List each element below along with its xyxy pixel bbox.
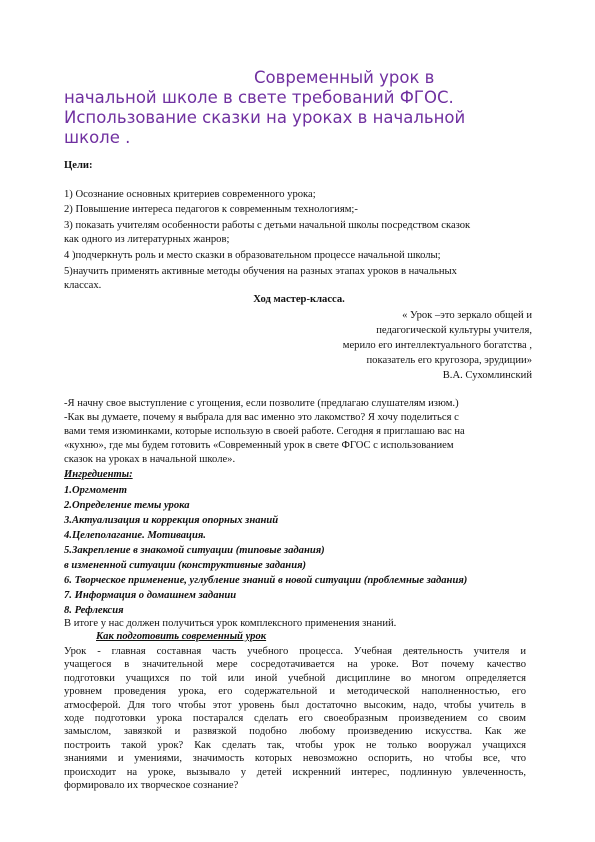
ingredient-item: 7. Информация о домашнем задании xyxy=(64,590,237,601)
epigraph-line-4: показатель его кругозора, эрудиции» xyxy=(366,355,532,366)
document-title xyxy=(64,68,534,148)
course-heading: Ход мастер-класса. xyxy=(253,294,345,305)
intro-line-2: -Как вы думаете, почему я выбрала для вас именно это лакомство? Я хочу поделиться с xyxy=(64,412,459,423)
title-line-1: Современный урок в xyxy=(254,68,435,87)
paragraph-line: ходе подготовки урока постарался сделать его своеобразным произведением со своим xyxy=(64,713,526,725)
intro-line-4: «кухню», где мы будем готовить «Современный урок в свете ФГОС с использованием xyxy=(64,440,454,451)
paragraph-line: уровнем проведения урока, его содержательной и методической наполненностью, его xyxy=(64,686,526,698)
paragraph-line: происходит на уроке, вызывало у детей искренний интерес, подлинную увлеченность, xyxy=(64,766,526,778)
intro-line-5: сказок на уроках в начальной школе». xyxy=(64,454,236,465)
how-to-heading: Как подготовить современный урок xyxy=(96,631,267,642)
epigraph-author: В.А. Сухомлинский xyxy=(442,370,532,381)
ingredient-item: 4.Целеполагание. Мотивация. xyxy=(64,530,206,541)
paragraph-line: построить такой урок? Как сделать так, чтобы урок не только вооружал учащихся xyxy=(64,739,526,751)
paragraph-line: учащегося в значительной мере сосредотачивается на уроке. Вот почему качество xyxy=(64,659,526,671)
goal-item-5a: 5)научить применять активные методы обучения на разных этапах уроков в начальных xyxy=(64,266,457,277)
ingredient-item: 6. Творческое применение, углубление знаний в новой ситуации (проблемные задания) xyxy=(64,575,468,586)
title-line-2: начальной школе в свете требований ФГОС. xyxy=(64,88,454,107)
goal-item-1: 1) Осознание основных критериев современного урока; xyxy=(64,189,316,200)
ingredient-item: 2.Определение темы урока xyxy=(64,500,190,511)
paragraph-line: Урок - главная составная часть учебного процесса. Учебная деятельность учителя и xyxy=(64,646,526,657)
ingredient-item: в измененной ситуации (конструктивные задания) xyxy=(64,560,307,571)
epigraph-line-2: педагогической культуры учителя, xyxy=(376,325,532,336)
paragraph-line: формировало их творческое сознание? xyxy=(64,780,239,792)
ingredient-item: 5.Закрепление в знакомой ситуации (типовые задания) xyxy=(64,545,325,556)
summary-line: В итоге у нас должен получиться урок комплексного применения знаний. xyxy=(64,618,397,629)
title-line-3: Использование сказки на уроках в начальной xyxy=(64,108,466,127)
goal-item-5b: классах. xyxy=(64,280,102,291)
ingredient-item: 3.Актуализация и коррекция опорных знаний xyxy=(64,515,279,526)
main-paragraph xyxy=(64,645,526,792)
goal-item-3a: 3) показать учителям особенности работы с детьми начальной школы посредством сказок xyxy=(64,220,471,231)
title-line-4: школе . xyxy=(64,128,131,147)
paragraph-line: атмосферой. Для того чтобы этот уровень был достаточно высоким, надо, чтобы учитель в xyxy=(64,699,526,711)
goal-item-3b: как одного из литературных жанров; xyxy=(64,234,230,245)
ingredient-item: 8. Рефлексия xyxy=(64,605,124,616)
paragraph-line: подготовки учащихся по той или иной учебной дисциплине во многом определяется xyxy=(64,672,526,684)
epigraph-line-3: мерило его интеллектуального богатства , xyxy=(342,340,532,351)
goals-heading: Цели: xyxy=(64,160,93,171)
intro-line-3: вами темя изюминками, которые использую в своей работе. Сегодня я приглашаю вас на xyxy=(64,426,465,437)
ingredients-heading: Ингредиенты: xyxy=(64,469,133,480)
ingredient-item: 1.Оргмомент xyxy=(64,485,128,496)
goal-item-4: 4 )подчеркнуть роль и место сказки в образовательном процессе начальной школы; xyxy=(64,250,441,261)
epigraph-line-1: « Урок –это зеркало общей и xyxy=(402,310,532,321)
goal-item-2: 2) Повышение интереса педагогов к современным технологиям;- xyxy=(64,204,358,215)
intro-line-1: -Я начну свое выступление с угощения, если позволите (предлагаю слушателям изюм.) xyxy=(64,398,459,409)
paragraph-line: замыслом, завязкой и развязкой подобно любому произведению искусства. Как же xyxy=(64,726,526,738)
paragraph-line: знаниями и умениями, значимость которых невозможно оспорить, но чтобы все, что xyxy=(64,753,526,765)
